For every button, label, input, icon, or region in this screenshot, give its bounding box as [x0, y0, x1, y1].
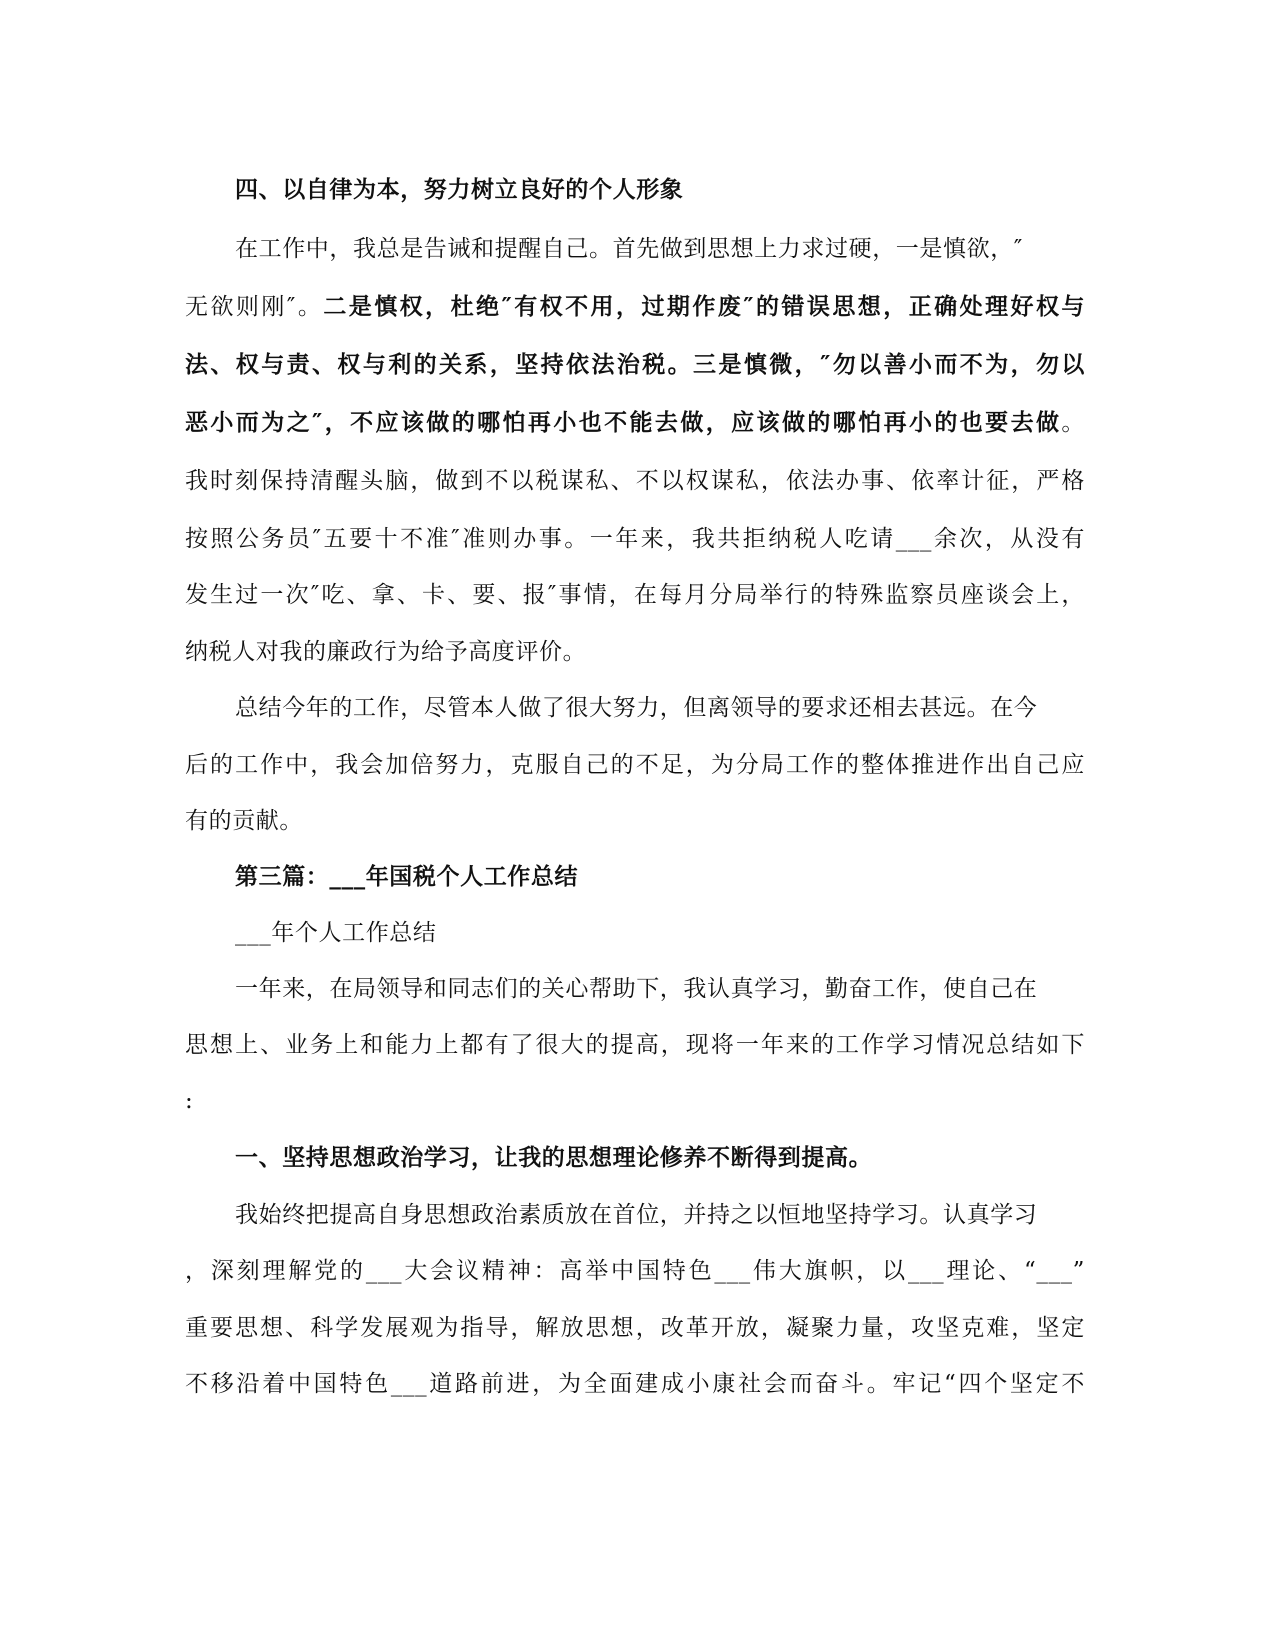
- text-line: :: [185, 1088, 194, 1114]
- text-line: 纳税人对我的廉政行为给予高度评价。: [185, 639, 587, 665]
- text-line: 有的贡献。: [185, 808, 303, 834]
- text-line: ，深刻理解党的___大会议精神：高举中国特色___伟大旗帜，以___理论、“___”: [185, 1258, 1085, 1284]
- text-line: 我时刻保持清醒头脑，做到不以税谋私、不以权谋私，依法办事、依率计征，严格: [185, 468, 1085, 494]
- text-line: 不移沿着中国特色___道路前进，为全面建成小康社会而奋斗。牢记“四个坚定不: [185, 1371, 1085, 1397]
- text-line: [185, 292, 1085, 322]
- text-line: 在工作中，我总是告诫和提醒自己。首先做到思想上力求过硬，一是慎欲，″: [235, 236, 1023, 262]
- text-line: 后的工作中，我会加倍努力，克服自己的不足，为分局工作的整体推进作出自己应: [185, 752, 1085, 778]
- text-run: 二是慎权，杜绝″有权不用，过期作废″的错误思想，正确处理好权与: [323, 293, 1085, 320]
- text-line: 发生过一次″吃、拿、卡、要、报″事情，在每月分局举行的特殊监察员座谈会上，: [185, 582, 1085, 608]
- text-line: 一、坚持思想政治学习，让我的思想理论修养不断得到提高。: [235, 1144, 873, 1171]
- text-line: [185, 408, 1085, 438]
- text-line: 第三篇：___年国税个人工作总结: [235, 863, 579, 890]
- text-run: 无欲则刚″。: [185, 294, 324, 320]
- text-line: 按照公务员″五要十不准″准则办事。一年来，我共拒纳税人吃请___余次，从没有: [185, 526, 1085, 552]
- text-line: 重要思想、科学发展观为指导，解放思想，改革开放，凝聚力量，攻坚克难，坚定: [185, 1315, 1085, 1341]
- text-run: 恶小而为之″，不应该做的哪怕再小也不能去做，应该做的哪怕再小的也要去做: [185, 409, 1062, 436]
- text-line: 四、以自律为本，努力树立良好的个人形象: [235, 176, 684, 203]
- text-line: 总结今年的工作，尽管本人做了很大努力，但离领导的要求还相去甚远。在今: [235, 695, 1038, 721]
- text-run: 。: [1061, 410, 1085, 436]
- text-line: 法、权与责、权与利的关系，坚持依法治税。三是慎微，″勿以善小而不为，勿以: [185, 351, 1085, 378]
- text-line: 思想上、业务上和能力上都有了很大的提高，现将一年来的工作学习情况总结如下: [185, 1032, 1085, 1058]
- text-line: ___年个人工作总结: [235, 920, 437, 946]
- text-line: 我始终把提高自身思想政治素质放在首位，并持之以恒地坚持学习。认真学习: [235, 1202, 1038, 1228]
- text-line: 一年来，在局领导和同志们的关心帮助下，我认真学习，勤奋工作，使自己在: [235, 976, 1038, 1002]
